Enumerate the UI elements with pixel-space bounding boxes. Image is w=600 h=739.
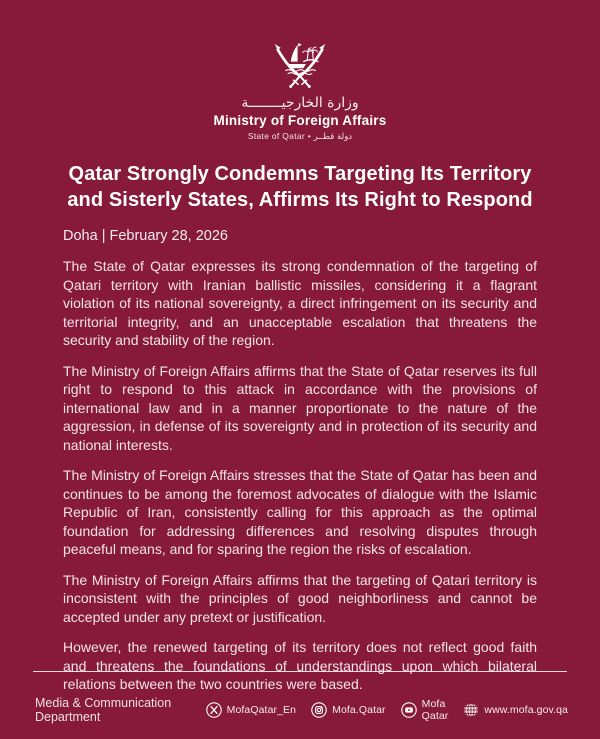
paragraph-2: The Ministry of Foreign Affairs affirms that the State of Qatar reserves its full right to respond to this attack in accordance with the provisions of international law and in a manner proportionate to the nature of the aggression, in defense of its sovereignty and in protection of its security and national interests. [63,362,537,453]
headline-line-2: and Sisterly States, Affirms Its Right to Respond [67,189,533,211]
social-label: Mofa.Qatar [332,704,386,716]
social-label: www.mofa.gov.qa [484,704,568,716]
paragraph-5: However, the renewed targeting of its territory does not reflect good faith and threatens the foundations of understandings upon which bilateral relations between the two countries were based. [63,639,537,692]
social-item-website[interactable] [463,702,568,718]
department-label: Media & Communication Department [35,696,172,724]
footer-divider [33,671,567,672]
social-item-instagram[interactable] [311,702,386,718]
dateline: Doha | February 28, 2026 [63,228,228,244]
youtube-icon [401,702,417,718]
social-label: Mofa Qatar [421,698,449,722]
globe-icon [463,702,479,718]
mofa-logo [0,0,600,142]
ministry-name-arabic: وزارة الخارجيــــــــة [241,95,359,111]
state-of-qatar-line: State of Qatar • دولة قطــر [247,131,353,142]
statement-body [63,257,537,694]
footer [35,696,568,724]
social-label: MofaQatar_En [226,704,297,716]
headline-line-1: Qatar Strongly Condemns Targeting Its Territory [68,163,532,185]
paragraph-4: The Ministry of Foreign Affairs affirms that the targeting of Qatari territory is inconsistent with the principles of good neighborliness and cannot be accepted under any pretext or justification. [63,571,537,625]
statement-headline [30,161,570,213]
ministry-name-english: Ministry of Foreign Affairs [213,113,387,128]
social-links [206,698,568,722]
qatar-emblem-icon [0,34,600,94]
x-icon [206,702,222,718]
instagram-icon [311,702,327,718]
social-item-youtube[interactable] [401,698,449,722]
paragraph-1: The State of Qatar expresses its strong condemnation of the targeting of Qatari territory with Iranian ballistic missiles, considering it a flagrant violation of its national sovereignty, a direct infringement on its security and territorial integrity, and an unacceptable escalation that threatens the security and stability of the region. [63,258,537,348]
paragraph-3: The Ministry of Foreign Affairs stresses that the State of Qatar has been and continues to be among the foremost advocates of dialogue with the Islamic Republic of Iran, consistently calling for this approach as the optimal foundation for addressing differences and resolving disputes through peaceful means, and for sparing the region the risks of escalation. [63,467,537,557]
social-item-x[interactable] [206,702,297,718]
